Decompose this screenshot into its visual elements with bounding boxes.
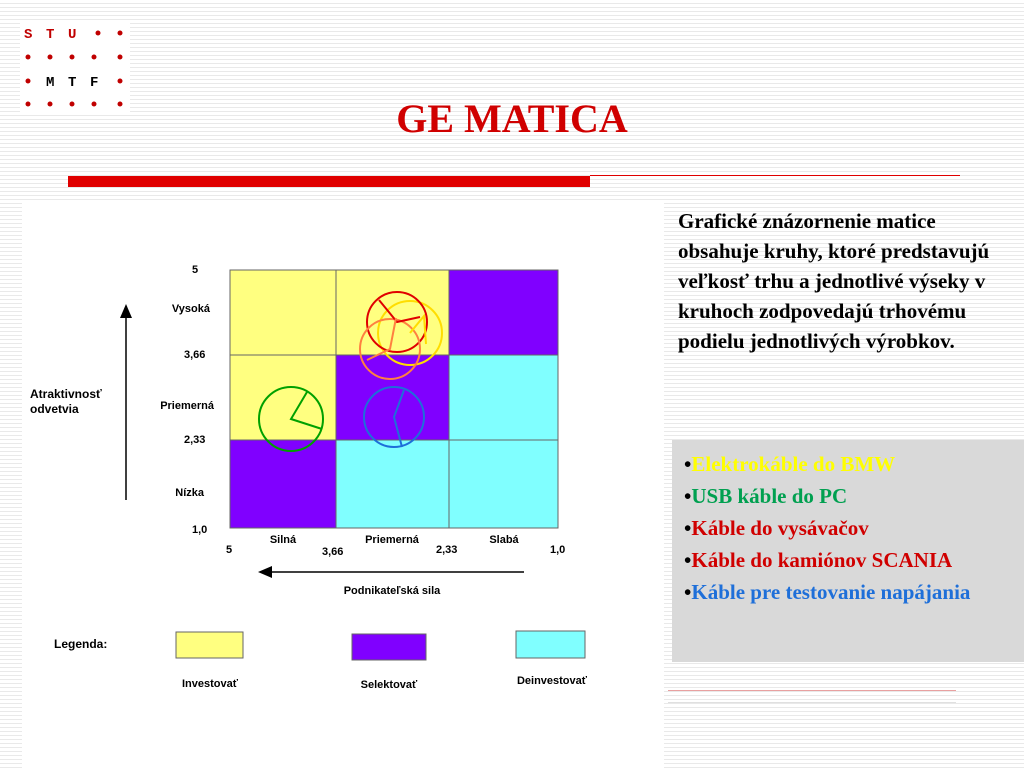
matrix-cell (230, 355, 336, 440)
y-axis-arrowhead (120, 304, 132, 318)
logo-letter-s: S (24, 27, 33, 43)
logo-letter-m: M (46, 75, 55, 91)
matrix-cell (336, 270, 449, 355)
matrix-cell (230, 440, 336, 528)
title-underline-thin (590, 175, 960, 176)
y-value-3-66: 3,66 (184, 349, 206, 361)
matrix-cell (336, 440, 449, 528)
logo-letter-t: T (46, 27, 55, 43)
product-list-box (672, 440, 1024, 662)
product-item (684, 576, 1024, 608)
y-value-5: 5 (192, 264, 199, 276)
bullet-icon: • (684, 548, 692, 572)
product-item (684, 544, 1024, 576)
ge-matrix-panel (22, 200, 664, 768)
logo-letter-f: F (90, 75, 99, 91)
legend-swatch-divest (516, 631, 585, 658)
product-label: Elektrokáble do BMW (691, 452, 896, 476)
y-axis-label-2: odvetvia (30, 402, 79, 416)
legend-label-select: Selektovať (360, 679, 418, 691)
legend-swatch-select (352, 634, 426, 660)
product-item (684, 512, 1024, 544)
footer-line-gray (668, 702, 956, 703)
y-value-2-33: 2,33 (184, 434, 206, 446)
legend-label-divest: Deinvestovať (516, 675, 588, 687)
product-item (684, 448, 1024, 480)
x-category-strong: Silná (269, 534, 297, 546)
bullet-icon: • (684, 516, 692, 540)
x-value-1-0: 1,0 (550, 544, 566, 556)
bullet-icon: • (684, 452, 692, 476)
legend-label-invest: Investovať (181, 678, 239, 690)
title-underline-thick (68, 176, 590, 187)
product-label: Káble do kamiónov SCANIA (691, 548, 953, 572)
slide-title: GE MATICA (396, 96, 628, 141)
product-label: Káble pre testovanie napájania (691, 580, 971, 604)
x-axis-arrowhead (258, 566, 272, 578)
matrix-cell (449, 355, 558, 440)
ge-matrix-diagram (22, 200, 664, 768)
matrix-cells (230, 270, 558, 528)
x-category-medium: Priemerná (365, 534, 419, 546)
x-category-weak: Slabá (489, 534, 519, 546)
bullet-icon: • (684, 580, 692, 604)
logo-letter-u: U (68, 27, 77, 43)
matrix-description: Grafické znázornenie matice obsahuje kruhy, ktoré predstavujú veľkosť trhu a jednotlivé výseky v kruhoch zodpovedajú trhovému podielu jednotlivých výrobkov. (678, 209, 990, 353)
y-category-low: Nízka (175, 487, 204, 499)
x-axis-label: Podnikateľská sila (343, 585, 441, 597)
y-axis-label-1: Atraktivnosť (30, 387, 102, 401)
bullet-icon: • (684, 484, 692, 508)
logo-letter-t2: T (68, 75, 77, 91)
footer-line-red (668, 690, 956, 691)
product-list (672, 440, 1024, 608)
matrix-cell (230, 270, 336, 355)
legend-title: Legenda: (54, 637, 108, 651)
matrix-cell (449, 270, 558, 355)
y-value-1-0: 1,0 (192, 524, 208, 536)
x-value-5: 5 (226, 544, 233, 556)
product-label: Káble do vysávačov (691, 516, 869, 540)
product-item (684, 480, 1024, 512)
matrix-cell (336, 355, 449, 440)
legend-swatch-invest (176, 632, 243, 658)
matrix-cell (449, 440, 558, 528)
product-label: USB káble do PC (691, 484, 848, 508)
y-category-high: Vysoká (171, 303, 210, 315)
x-value-3-66: 3,66 (322, 546, 344, 558)
x-value-2-33: 2,33 (436, 544, 458, 556)
y-category-medium: Priemerná (160, 400, 214, 412)
